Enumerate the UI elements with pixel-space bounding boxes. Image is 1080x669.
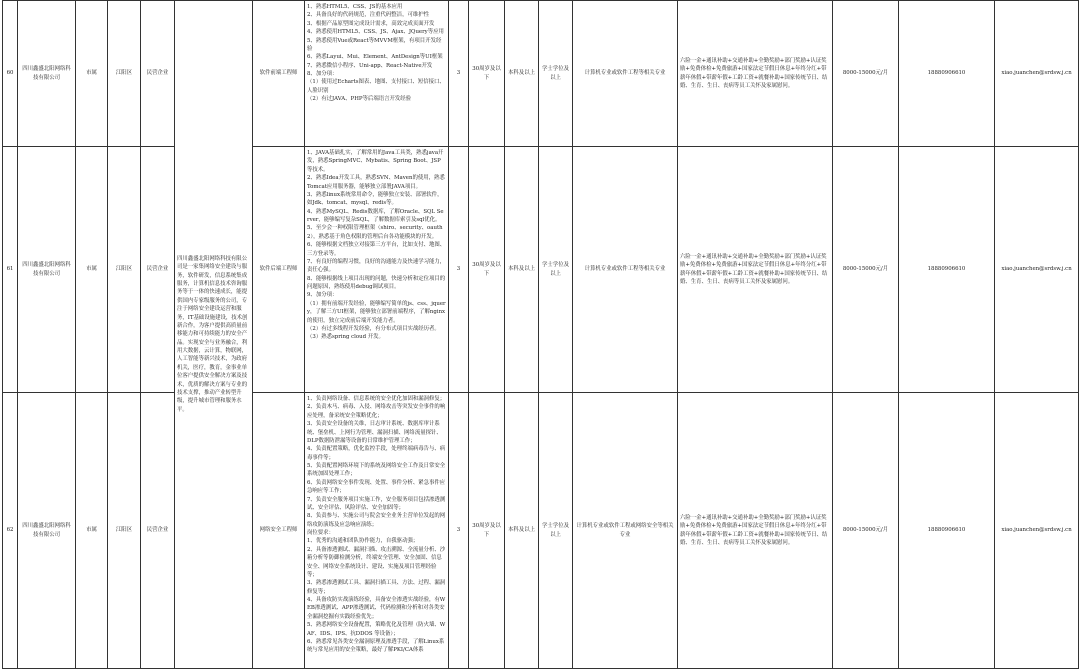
- contact-email: xiao.juanchen@srdsw.j.cn: [995, 147, 1079, 393]
- contact-phone: 18880906610: [899, 1, 995, 147]
- position-title: 网络安全工程师: [253, 393, 305, 669]
- salary-range: 8000-15000元/月: [833, 393, 899, 669]
- city-level: 市属: [76, 393, 108, 669]
- degree-level: 学士学位及以上: [539, 147, 573, 393]
- hire-count: 3: [449, 393, 469, 669]
- salary-range: 8000-15000元/月: [833, 147, 899, 393]
- job-listing-table: [2, 0, 1079, 669]
- row-number: 62: [3, 393, 18, 669]
- company-type: 民营企业: [141, 147, 175, 393]
- company-type: 民营企业: [141, 1, 175, 147]
- age-limit: 30周岁及以下: [469, 147, 505, 393]
- table-row: [3, 147, 1079, 393]
- contact-phone: 18880906610: [899, 393, 995, 669]
- company-name: 四川鑫盛北阳网络科技有限公司: [18, 393, 76, 669]
- requirements-text: 1、JAVA基础扎实，了解常用的Java工具类，熟悉java开发，熟悉SpringMVC、Mybatis、Spring Boot、JSP等技术。 2、熟悉Idea开发工具，熟悉SVN、Maven的使用，熟悉Tomcat应用服务器，能够独立部署JAVA项目。 3、熟悉linux系统常用命令，能够独立安装、部署软件，如Jdk、tomcat、mysql、redis等。 4、熟悉MySQL、Redis数据库，了解Oracle、SQL Server，能够编写复杂SQL，了解数据库索引及sql优化。 5、至少会一种权限管理框架（shiro、security、oauth2），熟悉基于角色权限的管理后台各功能模块的开发。 6、能够根据文档独立对接第三方平台，比如支付、地图、三方登录等。 7、有良好的编程习惯，良好的沟通能力及快速学习能力，责任心强。 8、能够根据线上项目出现的问题，快速分析和定位项目的问题原因，熟练使用debug调试项目。 9、加分项： （1）拥有前端开发经验，能够编写简单的js、css、jquery，了解三方UI框架，能够独立部署前端程序，了解nginx的使用，独立完成前后端开发能力者。 （2）有过多线程开发经验，有分布式项目实战经历者。 （3）熟悉spring cloud 开发。: [307, 150, 446, 341]
- benefits-text: 六险一金+通讯补助+交通补助+全勤奖励+部门奖励+认证奖励+免费体检+免费旅游+国家法定节假日休息+年终分红+带薪年休假+带薪年假+工龄工资+就餐补助+国家传统节日、结婚、生育、生日、丧病等员工关怀及家属慰问。: [678, 393, 833, 669]
- company-intro: 四川鑫盛北阳网络科技有限公司是一家集网络安全建设与服务，软件研发，信息系统集成服务，计算机信息技术咨询服务等于一体的快速成长，能提供国内专家级服务的公司，专注于网络安全建设运营和服务，IT基础设施建设，技术创新合作，为客户提供高质量前移能力和可持续能力的安全产品。实现安全与业务融合，利用大数据，云计算，物联网，人工智能等新兴技术，为政府机关，医疗，教育，金事业单位客户提供安全解决方案及技术，优质的解决方案与专业的技术支撑，推动产业转型升级，提升城市管理和服务水平。: [175, 1, 253, 669]
- requirements-text: 1、负责网络设备、信息系统的安全优化加固和漏洞修复； 2、负责木马、病毒、入侵、网络攻击等突发安全事件的响应处理，备采统安全策略优化； 3、负责安全设备的关维，日志审计系统、数据库审计系统、堡垒机、上网行为管理、漏洞扫描、网络流量探针、DLP数据防泄漏等设备的日常维护管理工作； 4、负责配置策略，优化监控手段，处理终端病毒告与、病毒事件等； 5、负责配置网络环境下的系统及网络安全工作及日常安全系统加固处理工作； 6、负责网络安全事件发现、处置、事件分析、紧急事件应急响应等工作； 7、负责安全服务项目实施工作，安全服务项目包括渗透测试、安全评估、风险评估、安全加固等； 8、负责参与、实施公司与院会安全业务主营单位发起的网络攻防演练及应急响应演练； 岗位要求： 1、优秀的沟通和团队协作能力，自我驱动强； 2、具备渗透测试、漏洞扫描、攻击溯源、全流量分析、沙箱分析等防御检测分析，终端安全管理、安全加固、信息安全、网络安全系统设计、建设、实施及项目管理经验等； 3、熟悉渗透测试工具、漏洞扫描工具、方法、过程、漏洞修复等； 4、具备攻防实战演练经验，具备安全渗透实战经验，有WEB渗透测试、APP渗透测试、代码检测和分析和对各类安全漏洞挖掘有实践经验优先； 5、熟悉网络安全设备配置，策略优化及管理（防火墙、WAF、IDS、IPS、抗DDOS 等设备）； 6、熟悉常见各类安全漏洞原理及渗透手段，了解Linux系统与常见应用的安全策略，最好了解PKI/CA体系: [307, 396, 446, 654]
- hire-count: 3: [449, 1, 469, 147]
- job-requirements: [305, 147, 449, 393]
- education-level: 本科及以上: [505, 1, 539, 147]
- position-title: 软件前端工程师: [253, 1, 305, 147]
- company-name: 四川鑫盛北阳网络科技有限公司: [18, 147, 76, 393]
- benefits-text: 六险一金+通讯补助+交通补助+全勤奖励+部门奖励+认证奖励+免费体检+免费旅游+国家法定节假日休息+年终分红+带薪年休假+带薪年假+工龄工资+就餐补助+国家传统节日、结婚、生育、生日、丧病等员工关怀及家属慰问。: [678, 1, 833, 147]
- company-name: 四川鑫盛北阳网络科技有限公司: [18, 1, 76, 147]
- requirements-text: 1、熟悉HTML5、CSS、JS的基本应用 2、具备良好的代码规范，注重代码整洁，可维护性 3、根据产品原型图完成设计需求，高效完成页面开发 4、熟悉使用HTML5、CSS、JS、Ajax、JQuery等应用 5、熟悉使用Vue或React等MVVM框架，有项目开发经验 6、熟悉Layui、Mui、Element、AntDesign等UI框架 7、熟悉微信小程序、Uni-app、React-Native开发 8、加分项： （1）使用过Echarts图表、地图、支付接口、短信接口、人脸识别 （2）有过JAVA、PHP等后端语言开发经验: [307, 4, 445, 103]
- city-level: 市属: [76, 1, 108, 147]
- major-requirement: 计算机专业或软件工程等相关专业: [573, 1, 678, 147]
- company-type: 民营企业: [141, 393, 175, 669]
- job-requirements: [305, 393, 449, 669]
- education-level: 本科及以上: [505, 393, 539, 669]
- district: 江阳区: [108, 393, 141, 669]
- degree-level: 学士学位及以上: [539, 1, 573, 147]
- age-limit: 30周岁及以下: [469, 1, 505, 147]
- age-limit: 30周岁及以下: [469, 393, 505, 669]
- major-requirement: 计算机专业或软件工程等相关专业: [573, 147, 678, 393]
- major-requirement: 计算机专业或软件工程或网络安全等相关专业: [573, 393, 678, 669]
- row-number: 60: [3, 1, 18, 147]
- contact-phone: 18880906610: [899, 147, 995, 393]
- education-level: 本科及以上: [505, 147, 539, 393]
- table-row: [3, 1, 1079, 147]
- contact-email: xiao.juanchen@srdsw.j.cn: [995, 393, 1079, 669]
- hire-count: 3: [449, 147, 469, 393]
- district: 江阳区: [108, 1, 141, 147]
- salary-range: 8000-15000元/月: [833, 1, 899, 147]
- table-row: [3, 393, 1079, 669]
- row-number: 61: [3, 147, 18, 393]
- degree-level: 学士学位及以上: [539, 393, 573, 669]
- contact-email: xiao.juanchen@srdsw.j.cn: [995, 1, 1079, 147]
- district: 江阳区: [108, 147, 141, 393]
- job-requirements: [305, 1, 449, 147]
- city-level: 市属: [76, 147, 108, 393]
- benefits-text: 六险一金+通讯补助+交通补助+全勤奖励+部门奖励+认证奖励+免费体检+免费旅游+国家法定节假日休息+年终分红+带薪年休假+带薪年假+工龄工资+就餐补助+国家传统节日、结婚、生育、生日、丧病等员工关怀及家属慰问。: [678, 147, 833, 393]
- position-title: 软件后端工程师: [253, 147, 305, 393]
